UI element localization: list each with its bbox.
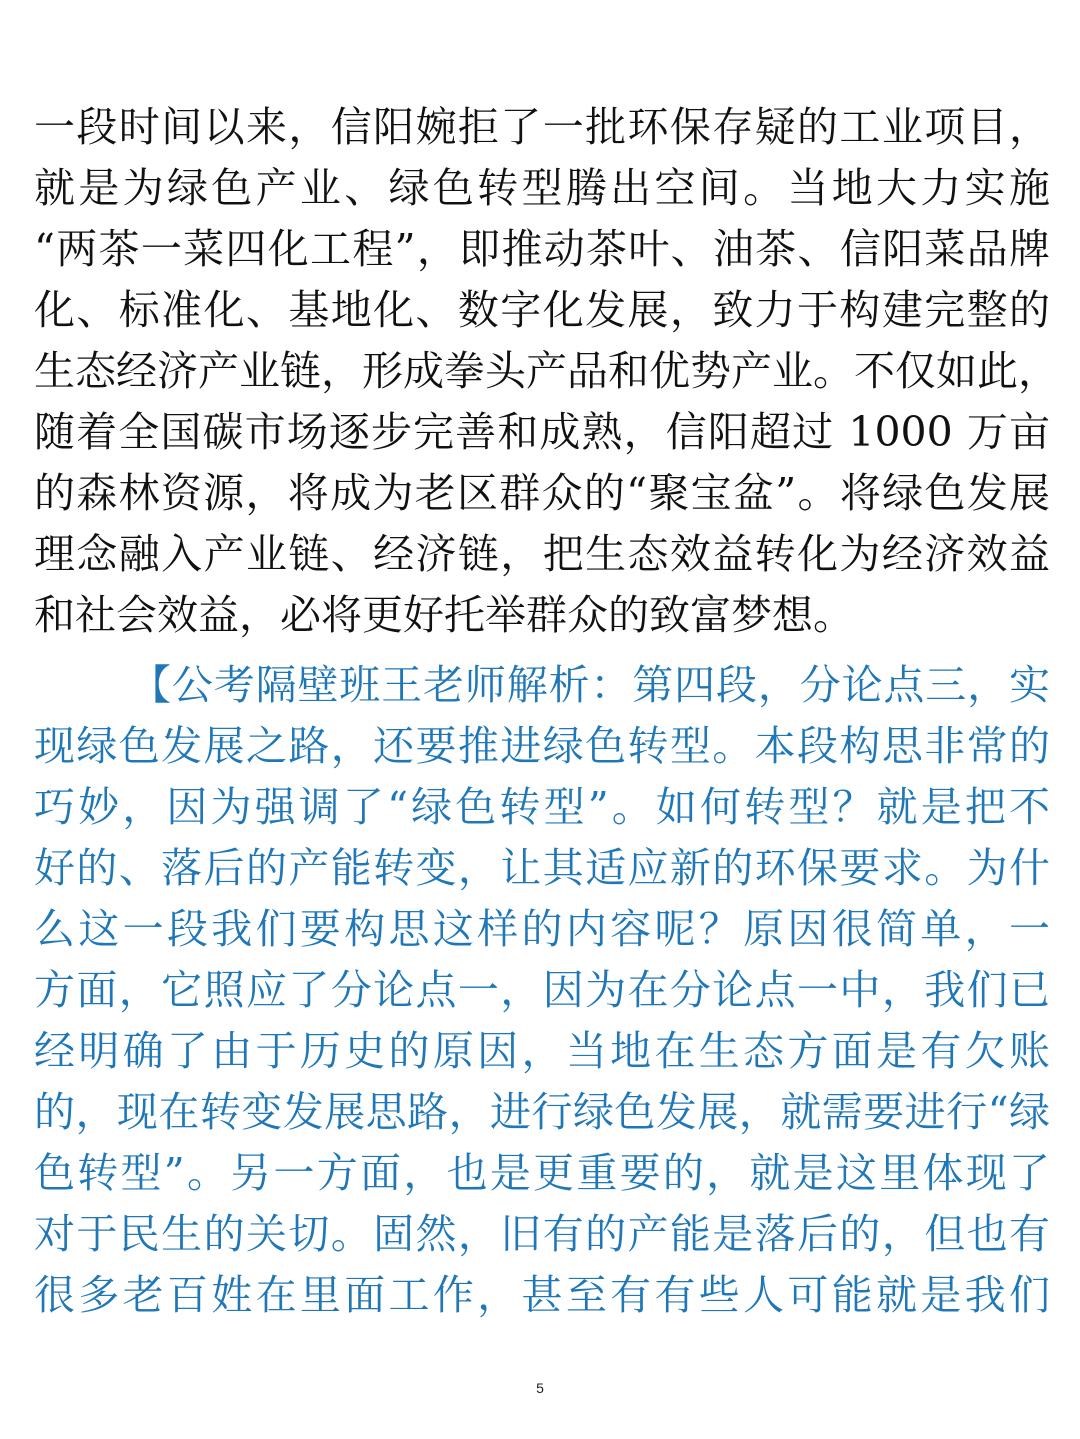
body-line: 理念融入产业链、经济链，把生态效益转化为经济效益 xyxy=(34,530,1050,578)
analysis-line: 色转型”。另一方面，也是更重要的，就是这里体现了 xyxy=(34,1149,1050,1197)
body-line: 化、标准化、基地化、数字化发展，致力于构建完整的 xyxy=(34,286,1050,334)
body-line: 一段时间以来，信阳婉拒了一批环保存疑的工业项目， xyxy=(34,103,1050,151)
body-paragraph xyxy=(34,97,1059,646)
analysis-line: 经明确了由于历史的原因，当地在生态方面是有欠账 xyxy=(34,1027,1050,1075)
body-line: 的森林资源，将成为老区群众的“聚宝盆”。将绿色发展 xyxy=(34,469,1050,517)
body-line: 随着全国碳市场逐步完善和成熟，信阳超过 1000 万亩 xyxy=(34,408,1050,456)
body-line: “两茶一菜四化工程”，即推动茶叶、油茶、信阳菜品牌 xyxy=(34,225,1050,273)
analysis-line: 现绿色发展之路，还要推进绿色转型。本段构思非常的 xyxy=(34,722,1050,770)
body-line: 生态经济产业链，形成拳头产品和优势产业。不仅如此， xyxy=(34,347,1059,395)
body-line-last: 和社会效益，必将更好托举群众的致富梦想。 xyxy=(34,591,854,639)
analysis-line: 么这一段我们要构思这样的内容呢？原因很简单，一 xyxy=(34,905,1050,953)
analysis-line: 很多老百姓在里面工作，甚至有有些人可能就是我们 xyxy=(34,1271,1050,1319)
analysis-line: 巧妙，因为强调了“绿色转型”。如何转型？就是把不 xyxy=(34,783,1050,831)
analysis-line: 对于民生的关切。固然，旧有的产能是落后的，但也有 xyxy=(34,1210,1050,1258)
analysis-line: 的，现在转变发展思路，进行绿色发展，就需要进行“绿 xyxy=(34,1088,1050,1136)
page-number: 5 xyxy=(536,1380,544,1396)
body-line: 就是为绿色产业、绿色转型腾出空间。当地大力实施 xyxy=(34,164,1050,212)
analysis-line: 好的、落后的产能转变，让其适应新的环保要求。为什 xyxy=(34,844,1050,892)
analysis-line: 【公考隔壁班王老师解析：第四段，分论点三，实 xyxy=(130,661,1050,709)
analysis-line: 方面，它照应了分论点一，因为在分论点一中，我们已 xyxy=(34,966,1050,1014)
analysis-paragraph xyxy=(34,655,1050,1326)
